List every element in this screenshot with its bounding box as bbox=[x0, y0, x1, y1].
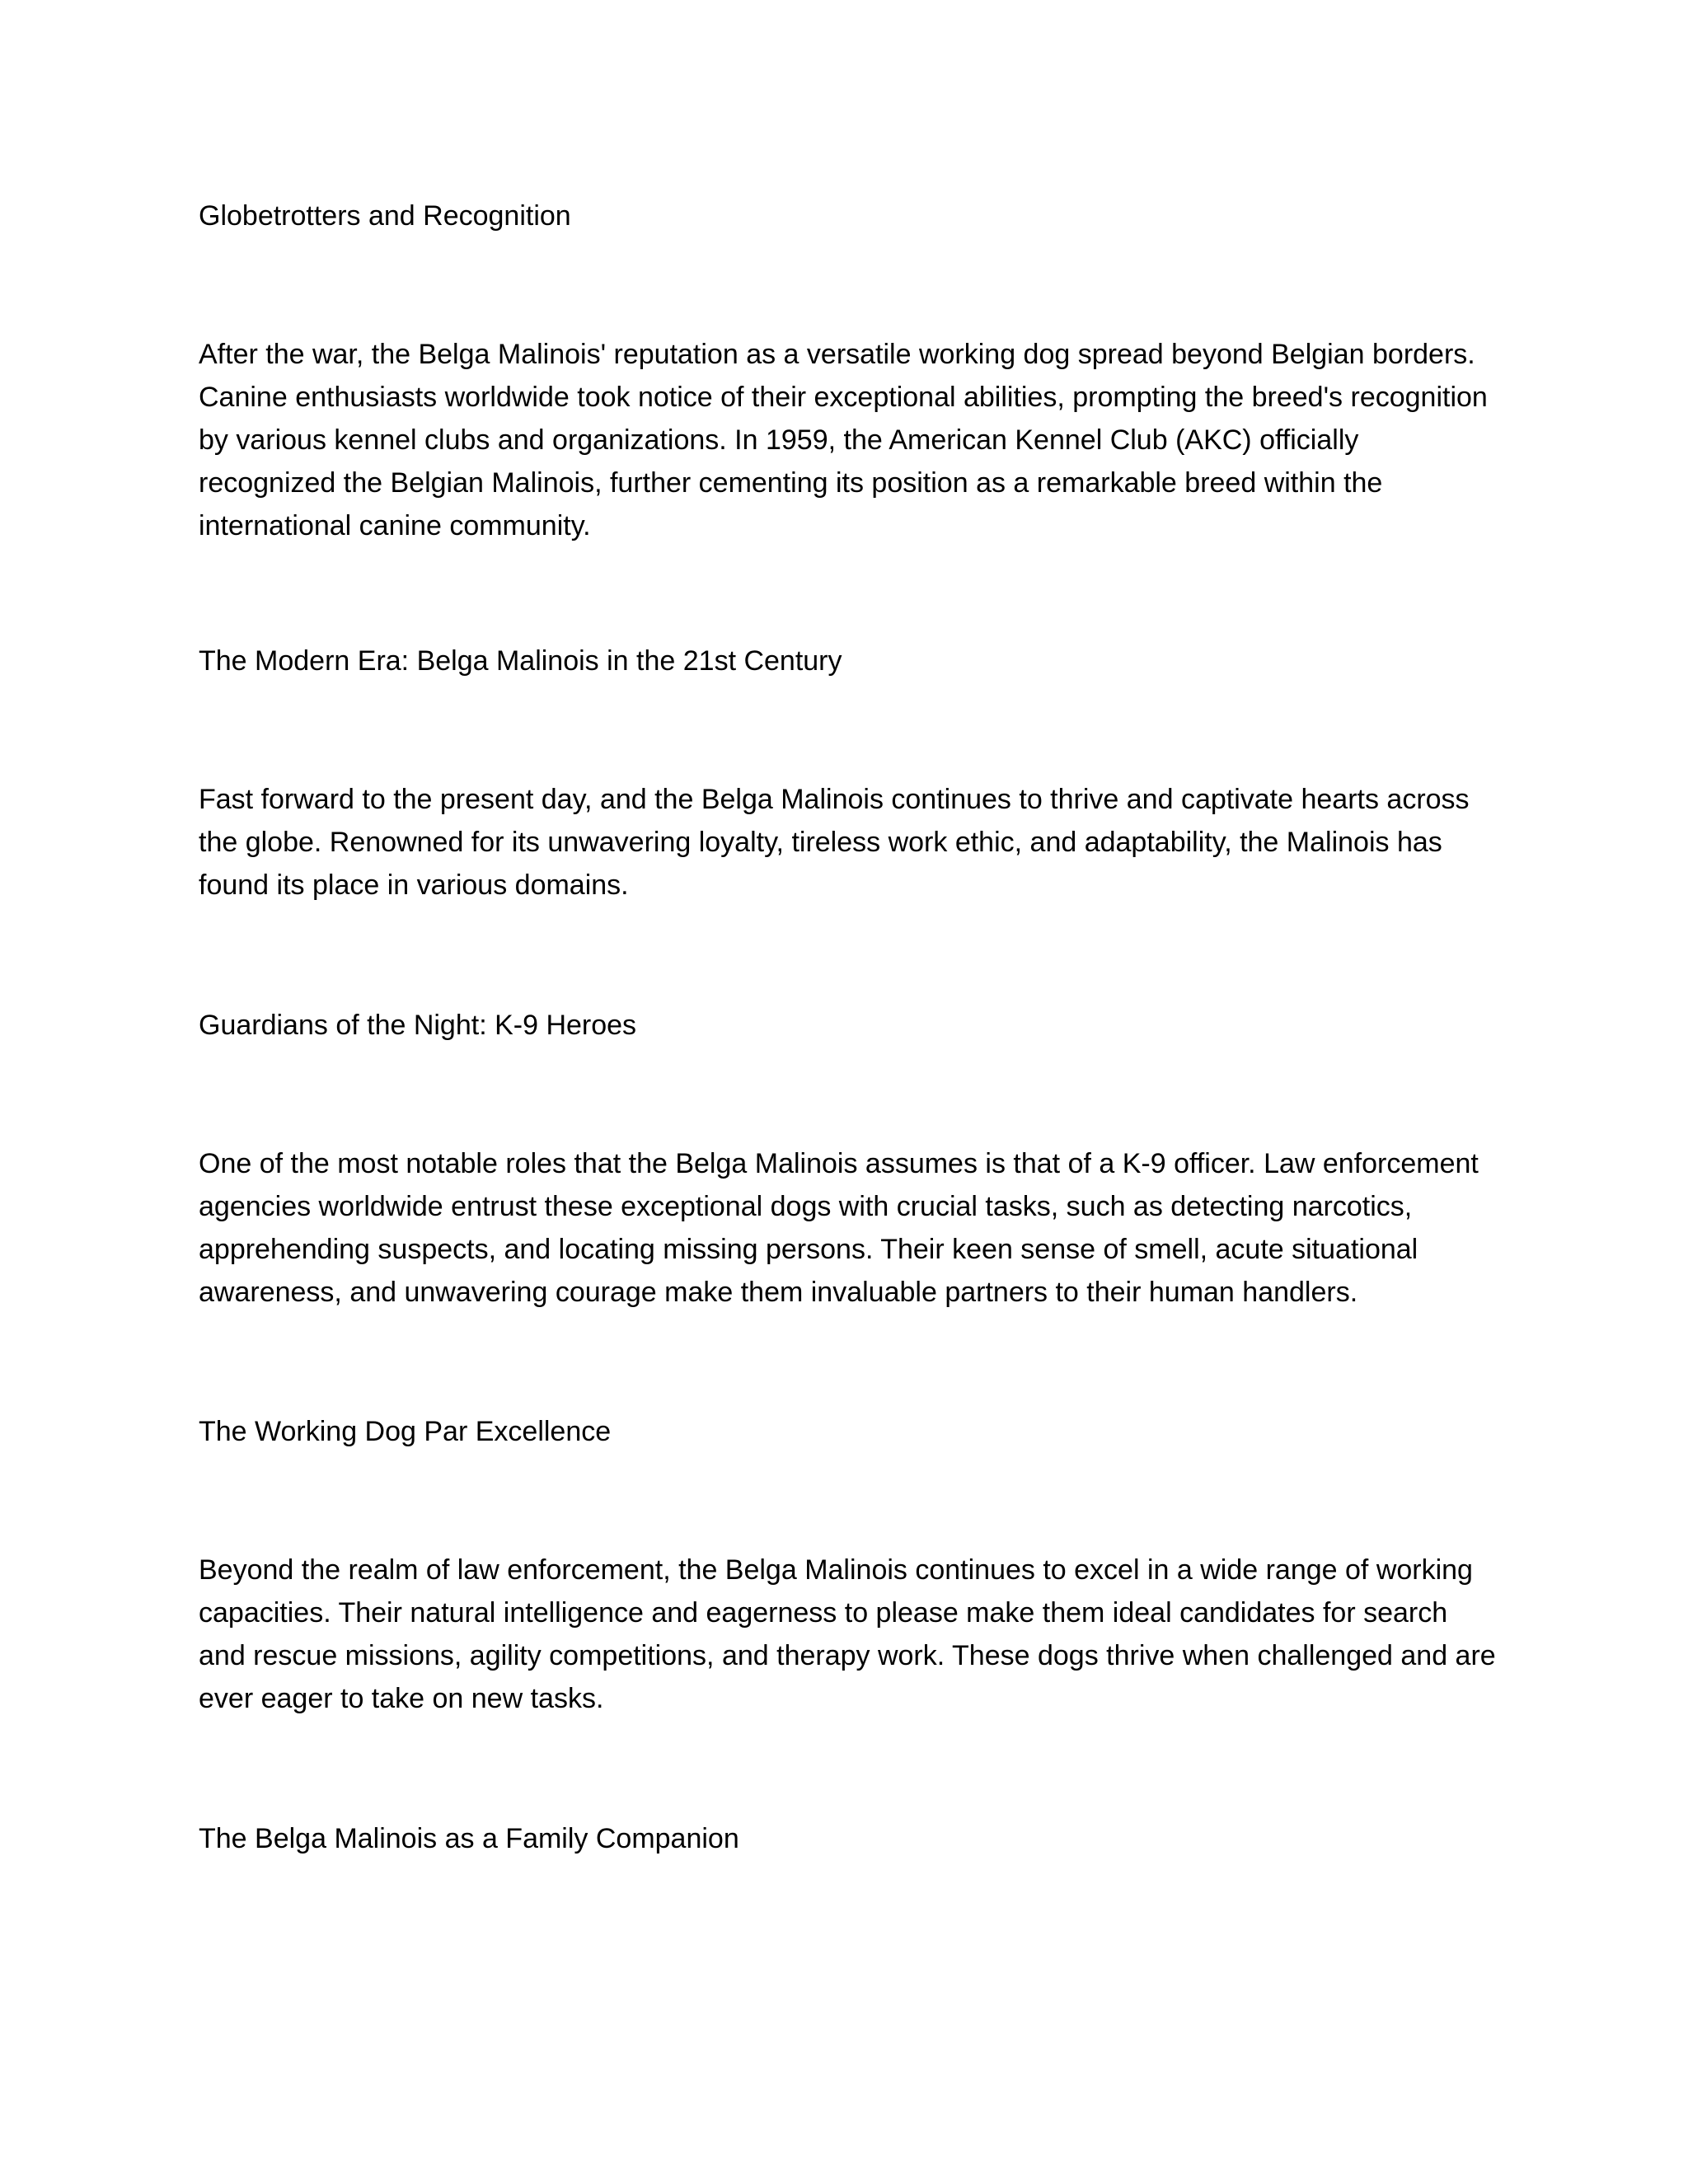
section-heading-modern-era: The Modern Era: Belga Malinois in the 21st Century bbox=[199, 645, 842, 677]
section-paragraph-modern-era: Fast forward to the present day, and the Belga Malinois continues to thrive and captivate hearts across the globe. Renowned for its unwavering loyalty, tireless work ethic, and adaptability, the Malinois has found its place in various domains. bbox=[199, 784, 1470, 901]
section-heading-k9-heroes: Guardians of the Night: K-9 Heroes bbox=[199, 1010, 637, 1041]
section-paragraph-working-dog: Beyond the realm of law enforcement, the Belga Malinois continues to excel in a wide range of working capacities. Their natural intelligence and eagerness to please make them ideal candidates for search and rescue missions, agility competitions, and therapy work. These dogs thrive when challenged and are ever eager to take on new tasks. bbox=[199, 1554, 1496, 1714]
section-heading-family-companion: The Belga Malinois as a Family Companion bbox=[199, 1823, 739, 1854]
section-heading-globetrotters: Globetrotters and Recognition bbox=[199, 200, 571, 232]
section-paragraph-k9-heroes: One of the most notable roles that the Belga Malinois assumes is that of a K-9 officer. Law enforcement agencies worldwide entrust these exceptional dogs with crucial tasks, such as detecting narcotics, apprehending suspects, and locating missing persons. Their keen sense of smell, acute situational awareness, and unwavering courage make them invaluable partners to their human handlers. bbox=[199, 1148, 1479, 1308]
section-heading-working-dog: The Working Dog Par Excellence bbox=[199, 1416, 612, 1447]
section-paragraph-globetrotters: After the war, the Belga Malinois' reputation as a versatile working dog spread beyond Belgian borders. Canine enthusiasts worldwide took notice of their exceptional abilities, prompting the breed's recognition by various kennel clubs and organizations. In 1959, the American Kennel Club (AKC) officially recognized the Belgian Malinois, further cementing its position as a remarkable breed within the international canine community. bbox=[199, 339, 1488, 541]
